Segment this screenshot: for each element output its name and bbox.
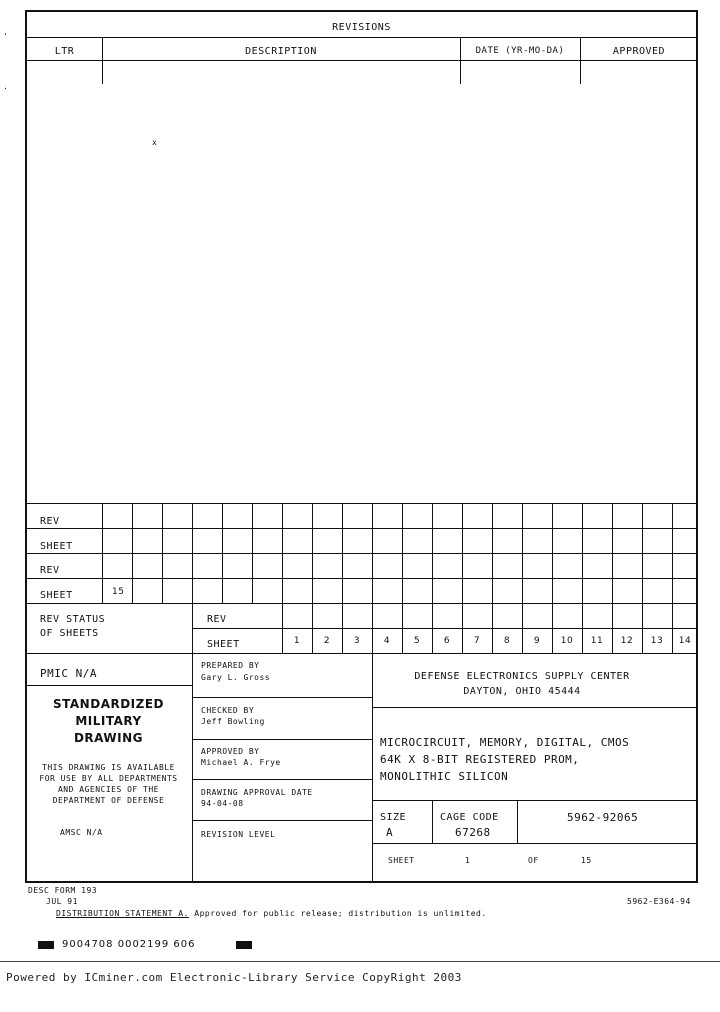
powered-by-text: Powered by ICminer.com Electronic-Library Service CopyRight 2003 — [6, 971, 462, 984]
rev-status-cells — [282, 603, 698, 653]
agency-name: DEFENSE ELECTRONICS SUPPLY CENTER — [414, 671, 630, 682]
availability-text: FOR USE BY ALL DEPARTMENTS — [39, 774, 178, 783]
of-label: OF — [528, 856, 539, 865]
drawing-title: 64K X 8-BIT REGISTERED PROM, — [380, 753, 580, 766]
col-approved: APPROVED — [612, 46, 666, 57]
document-code: 5962-E364-94 — [627, 897, 691, 906]
rev-status-label: OF SHEETS — [40, 628, 99, 639]
col-date: DATE (YR-MO-DA) — [475, 46, 565, 56]
prepared-by-name: Gary L. Gross — [201, 673, 271, 682]
revisions-title: REVISIONS — [332, 22, 391, 33]
sheet-label: SHEET — [388, 856, 415, 865]
of-value: 15 — [581, 856, 592, 865]
rev-status-sheet-label: SHEET — [207, 639, 240, 650]
distribution-statement — [56, 909, 487, 918]
sheet-number: 1 — [293, 636, 301, 646]
size-label: SIZE — [380, 812, 407, 823]
pmic: PMIC N/A — [40, 667, 97, 680]
approval-date-label: DRAWING APPROVAL DATE — [201, 788, 313, 797]
approval-date: 94-04-08 — [201, 799, 244, 808]
sheet-number: 5 — [413, 636, 421, 646]
col-description: DESCRIPTION — [245, 46, 317, 57]
approved-by-label: APPROVED BY — [201, 747, 260, 756]
margin-tick: ' — [3, 32, 8, 41]
sheet-number: 4 — [383, 636, 391, 646]
rev-row-label: REV — [40, 516, 60, 527]
size-value: A — [386, 826, 394, 839]
rev-grid — [25, 503, 698, 603]
availability-text: AND AGENCIES OF THE — [57, 785, 159, 794]
availability-text: THIS DRAWING IS AVAILABLE — [42, 763, 175, 772]
rev-status-rev-label: REV — [207, 614, 227, 625]
cage-code-label: CAGE CODE — [440, 812, 499, 823]
form-number: DESC FORM 193 — [28, 886, 98, 895]
margin-tick: . — [3, 82, 8, 91]
drawing-title: MICROCIRCUIT, MEMORY, DIGITAL, CMOS — [380, 736, 630, 749]
form-date: JUL 91 — [46, 897, 78, 906]
smd-title: DRAWING — [73, 731, 144, 745]
barcode-block — [38, 941, 54, 949]
sheet-number: 8 — [503, 636, 511, 646]
barcode-block — [236, 941, 252, 949]
col-ltr: LTR — [54, 46, 75, 57]
barcode-number: 9004708 0002199 606 — [62, 939, 196, 950]
amsc: AMSC N/A — [60, 828, 103, 837]
sheet-value: 1 — [465, 856, 471, 865]
sheet-row-label: SHEET — [40, 590, 73, 601]
speck: x — [152, 138, 158, 147]
sheet-number: 3 — [353, 636, 361, 646]
prepared-by-label: PREPARED BY — [201, 661, 260, 670]
checked-by-label: CHECKED BY — [201, 706, 255, 715]
smd-title: STANDARDIZED — [53, 697, 164, 711]
rev-status-label: REV STATUS — [40, 614, 106, 625]
sheet-number: 10 — [560, 636, 574, 646]
sheet-number: 9 — [533, 636, 541, 646]
drawing-number: 5962-92065 — [567, 811, 639, 824]
sheet-number: 11 — [590, 636, 604, 646]
approved-by-name: Michael A. Frye — [201, 758, 281, 767]
smd-title: MILITARY — [75, 714, 142, 728]
sheet-cell-value: 15 — [112, 587, 125, 597]
sheet-number: 2 — [323, 636, 331, 646]
availability-text: DEPARTMENT OF DEFENSE — [52, 796, 165, 805]
rev-row-label: REV — [40, 565, 60, 576]
drawing-frame — [25, 10, 698, 883]
drawing-title: MONOLITHIC SILICON — [380, 770, 509, 783]
sheet-number: 12 — [620, 636, 634, 646]
cage-code-value: 67268 — [455, 826, 491, 839]
sheet-number: 14 — [678, 636, 692, 646]
distribution-label: DISTRIBUTION STATEMENT A. — [56, 909, 189, 918]
revision-level-label: REVISION LEVEL — [201, 830, 276, 839]
sheet-number: 13 — [650, 636, 664, 646]
checked-by-name: Jeff Bowling — [201, 717, 265, 726]
agency-address: DAYTON, OHIO 45444 — [463, 686, 581, 697]
sheet-number: 6 — [443, 636, 451, 646]
sheet-number: 7 — [473, 636, 481, 646]
distribution-text: Approved for public release; distribution is unlimited. — [194, 909, 487, 918]
sheet-row-label: SHEET — [40, 541, 73, 552]
